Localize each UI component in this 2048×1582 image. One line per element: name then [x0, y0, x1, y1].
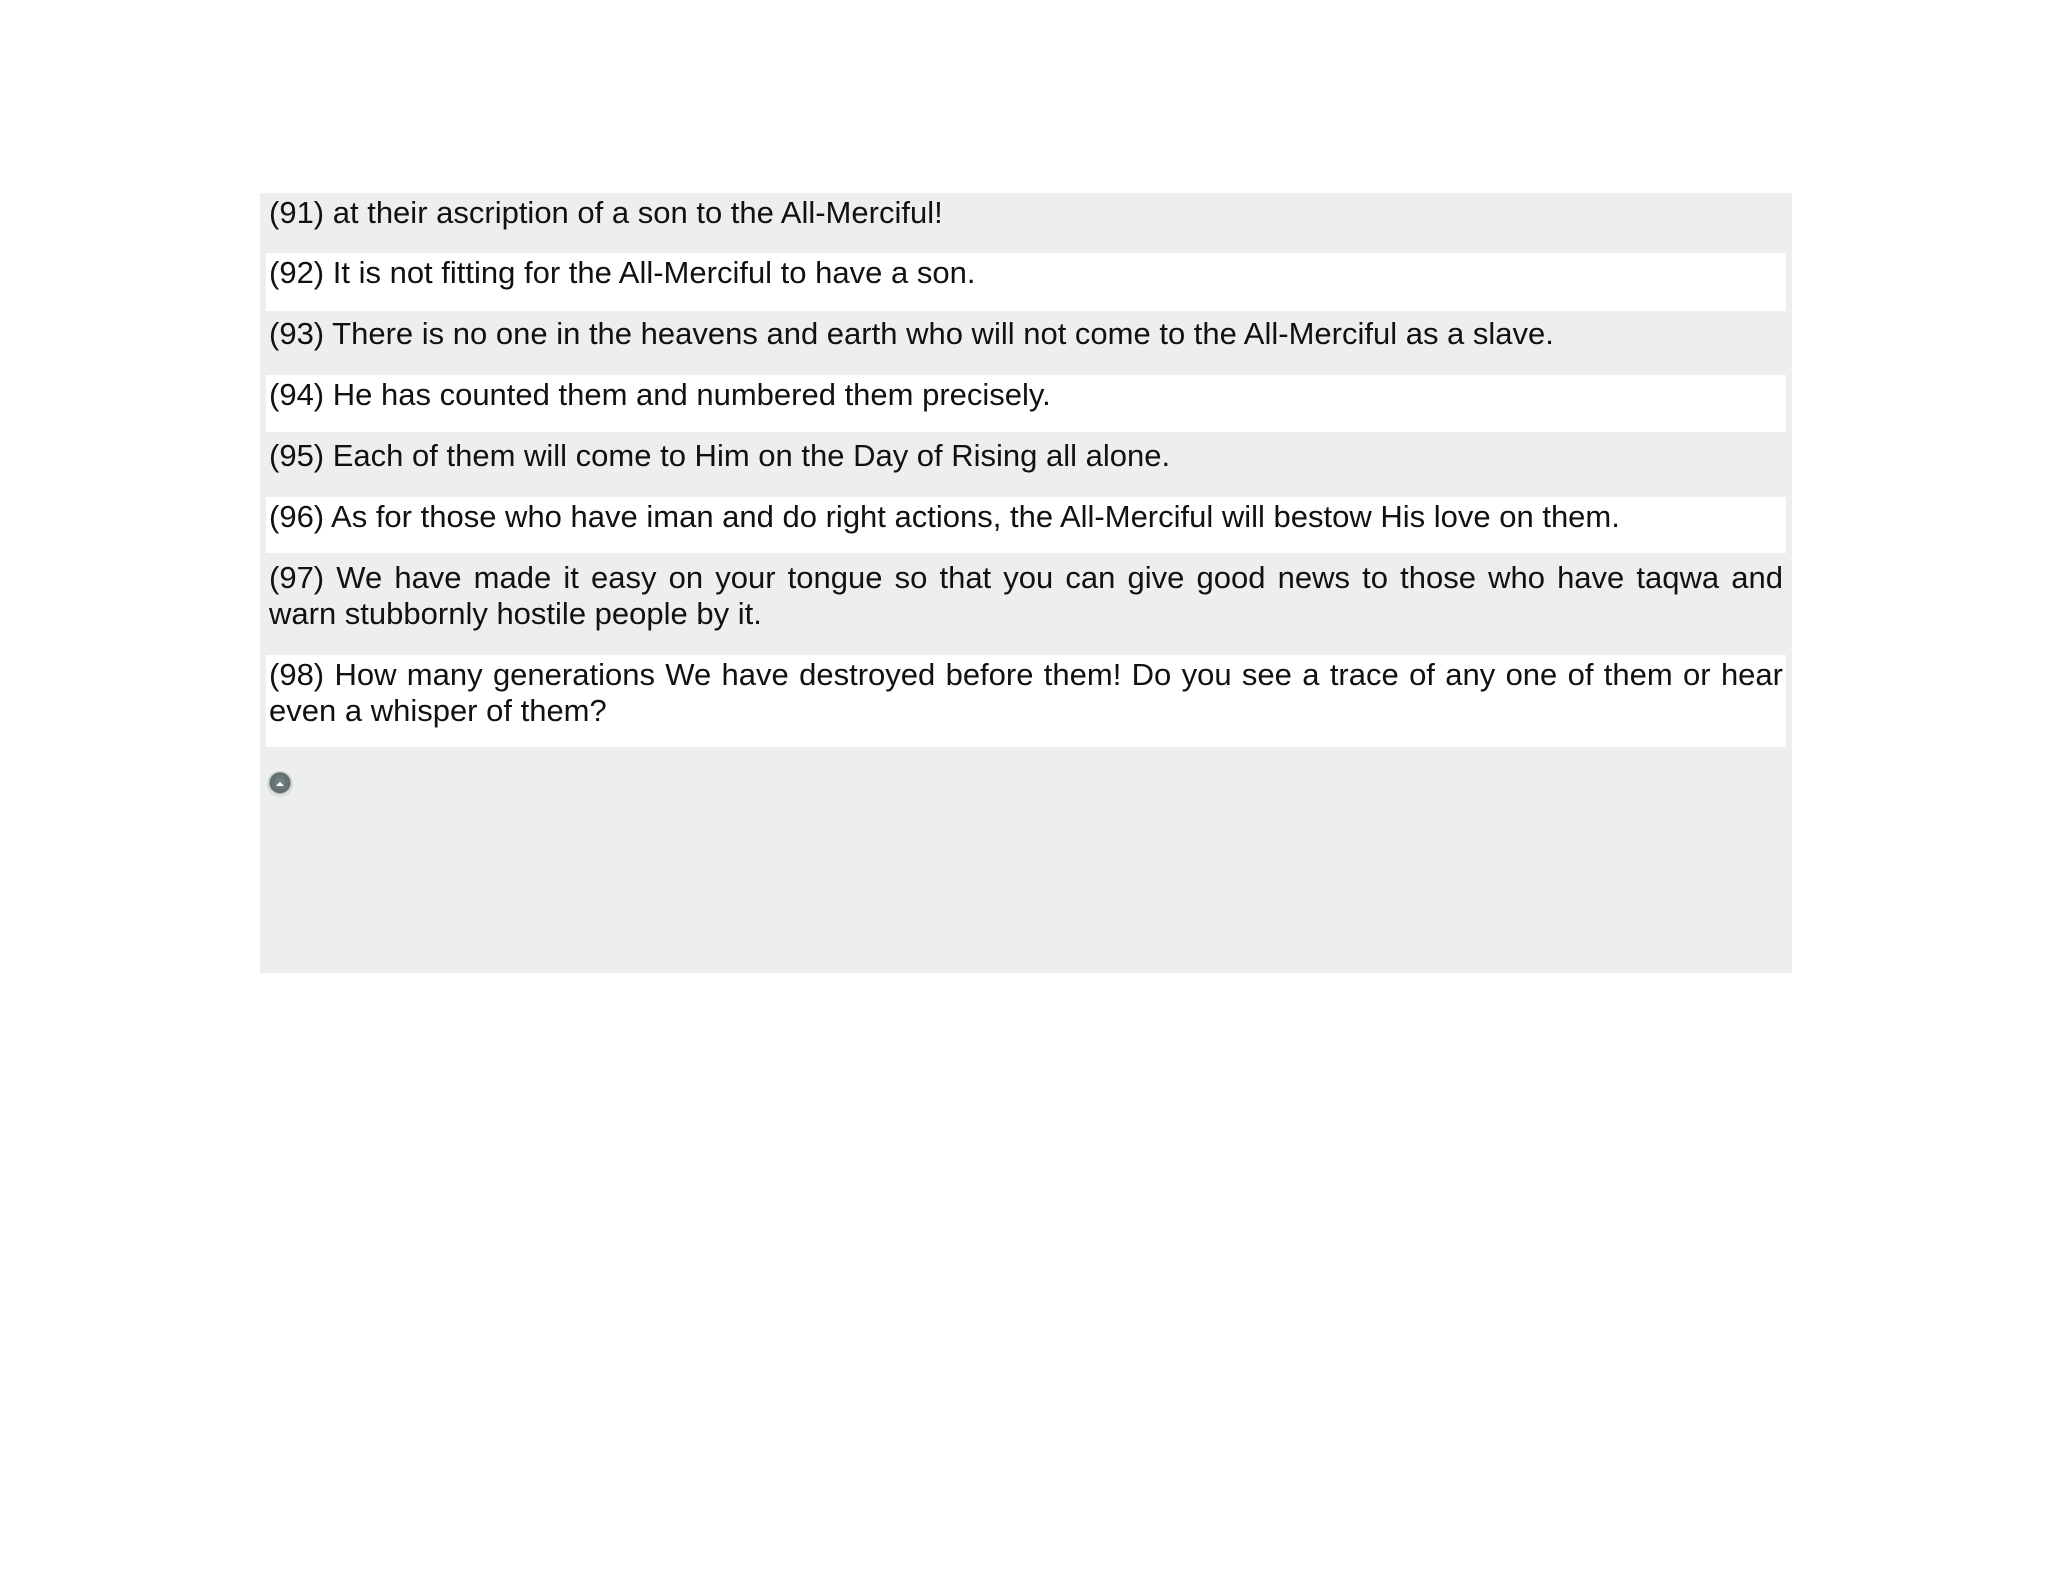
- chevron-up-icon: [275, 780, 285, 788]
- verse-panel: [260, 193, 1792, 973]
- verse-item: (91) at their ascription of a son to the All-Merciful!: [269, 195, 943, 230]
- verse-item: (96) As for those who have iman and do right actions, the All-Merciful will bestow His love on them.: [266, 497, 1786, 553]
- verse-item: (95) Each of them will come to Him on the Day of Rising all alone.: [269, 438, 1171, 473]
- verse-item: (93) There is no one in the heavens and earth who will not come to the All-Merciful as a slave.: [269, 316, 1554, 351]
- verse-item: (97) We have made it easy on your tongue so that you can give good news to those who have taqwa and warn stubbornly hostile people by it.: [269, 560, 1783, 631]
- verse-item: (94) He has counted them and numbered them precisely.: [266, 375, 1786, 432]
- verse-item: (98) How many generations We have destroyed before them! Do you see a trace of any one of them or hear even a whisper of them?: [266, 655, 1786, 747]
- verse-list: [266, 193, 1786, 747]
- back-to-top-button[interactable]: [268, 772, 292, 796]
- verse-item: (92) It is not fitting for the All-Merciful to have a son.: [266, 253, 1786, 311]
